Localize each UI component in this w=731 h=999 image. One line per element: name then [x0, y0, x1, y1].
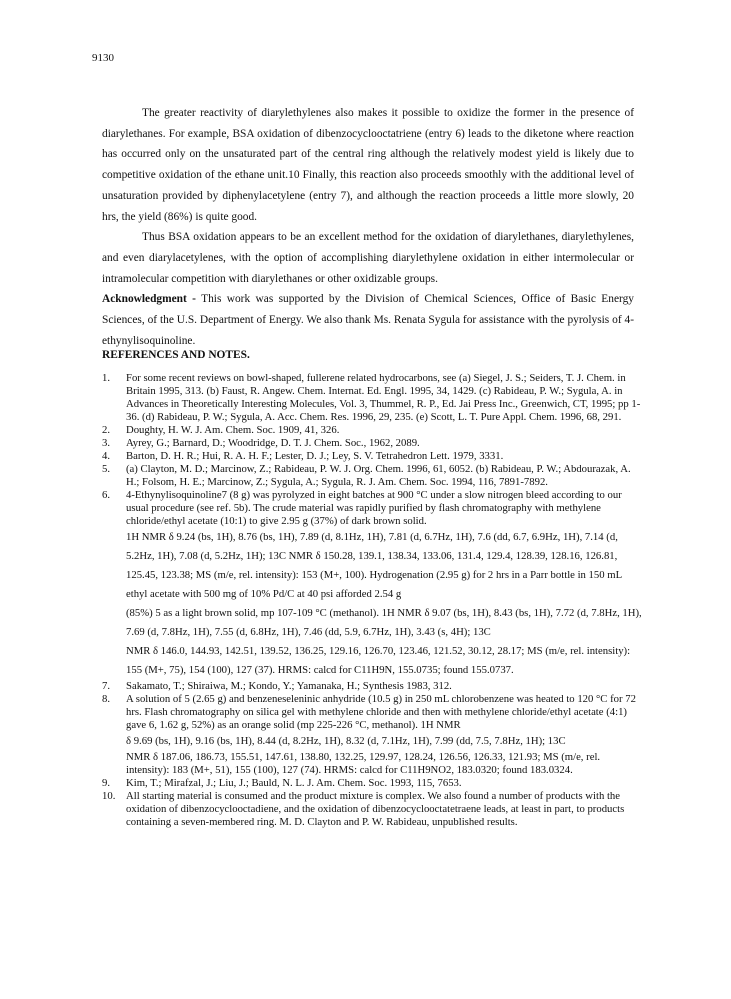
references-list — [102, 372, 642, 829]
page-number: 9130 — [92, 52, 114, 64]
reference-item — [102, 372, 642, 424]
reference-text: Sakamato, T.; Shiraiwa, M.; Kondo, Y.; Yamanaka, H.; Synthesis 1983, 312. — [126, 680, 452, 692]
reference-text: (a) Clayton, M. D.; Marcinow, Z.; Rabideau, P. W. J. Org. Chem. 1996, 61, 6052. (b) Rabideau, P. W.; Abdourazak, A. H.; Folsom, H. E.; Marcinow, Z.; Sygula, A.; Sygula, R. J. Am. Chem. Soc. 1994, 116, 7891-7892. — [126, 463, 631, 488]
reference-text: Ayrey, G.; Barnard, D.; Woodridge, D. T. J. Chem. Soc., 1962, 2089. — [126, 437, 420, 449]
reference-text: Barton, D. H. R.; Hui, R. A. H. F.; Lester, D. J.; Ley, S. V. Tetrahedron Lett. 1979, 3331. — [126, 450, 504, 462]
reference-number: 9. — [102, 777, 111, 789]
reference-item — [102, 437, 642, 450]
references-heading: REFERENCES AND NOTES. — [102, 349, 250, 361]
paragraph: The greater reactivity of diarylethylenes also makes it possible to oxidize the former in the presence of diarylethanes. For example, BSA oxidation of dibenzocyclooctatriene (entry 6) leads to the diketone where reaction has occurred only on the unsaturated part of the central ring although the relatively modest yield is likely due to competitive oxidation of the ethane unit.10 Finally, this reaction also proceeds smoothly with the additional level of unsaturation provided by diphenylacetylene (entry 7), and although the reaction proceeds a little more slowly, 20 hrs, the yield (86%) is quite good. — [102, 107, 634, 223]
reference-text: NMR δ 187.06, 186.73, 155.51, 147.61, 138.80, 132.25, 129.97, 128.24, 126.56, 126.33, 121.93; MS (m/e, rel. intensity): 183 (M+, 51), 155 (100), 127 (74). HRMS: calcd for C11H9NO2, 183.0320; found 183.0324. — [126, 751, 601, 776]
reference-number: 3. — [102, 437, 111, 449]
reference-item — [102, 680, 642, 693]
reference-item — [102, 777, 642, 790]
reference-text: NMR δ 146.0, 144.93, 142.51, 139.52, 136.25, 129.16, 126.70, 123.46, 121.52, 30.12, 28.17; MS (m/e, rel. intensity): 155 (M+, 75), 154 (100), 127 (37). HRMS: calcd for C11H9N, 155.0735; found 155.0737. — [126, 645, 631, 676]
reference-text: (85%) 5 as a light brown solid, mp 107-109 °C (methanol). 1H NMR δ 9.07 (bs, 1H), 8.43 (bs, 1H), 7.72 (d, 7.8Hz, 1H), 7.69 (d, 7.8Hz, 1H), 7.55 (d, 6.8Hz, 1H), 7.46 (dd, 5.9, 6.7Hz, 1H), 3.43 (s, 4H); 13C — [126, 607, 642, 638]
reference-item — [102, 424, 642, 437]
paragraph: Thus BSA oxidation appears to be an excellent method for the oxidation of diarylethanes, diarylethylenes, and even diarylacetylenes, with the option of accomplishing diarylethylene oxidation in either intermolecular or intramolecular competition with diarylethanes or other oxidizable groups. — [102, 231, 634, 285]
reference-item — [102, 790, 642, 829]
reference-number: 7. — [102, 680, 111, 692]
body-text — [102, 103, 634, 351]
reference-text: δ 9.69 (bs, 1H), 9.16 (bs, 1H), 8.44 (d, 8.2Hz, 1H), 8.32 (d, 7.1Hz, 1H), 7.99 (dd, 7.5, 7.8Hz, 1H); 13C — [126, 735, 566, 747]
acknowledgment-label: Acknowledgment - — [102, 293, 196, 306]
reference-text: Doughty, H. W. J. Am. Chem. Soc. 1909, 41, 326. — [126, 424, 340, 436]
reference-number: 10. — [102, 790, 116, 802]
reference-text: Kim, T.; Mirafzal, J.; Liu, J.; Bauld, N. L. J. Am. Chem. Soc. 1993, 115, 7653. — [126, 777, 462, 789]
acknowledgment-text: This work was supported by the Division of Chemical Sciences, Office of Basic Energy Sciences, of the U.S. Department of Energy. We also thank Ms. Renata Sygula for assistance with the pyrolysis of 4-ethynylisoquinoline. — [102, 293, 634, 347]
reference-number: 4. — [102, 450, 111, 462]
reference-text: 4-Ethynylisoquinoline7 (8 g) was pyrolyzed in eight batches at 900 °C under a slow nitrogen bleed according to our usual procedure (see ref. 5b). The crude material was rapidly purified by flash chromatography with methylene chloride/ethyl acetate (10:1) to give 2.95 g (37%) of dark brown solid. — [126, 489, 622, 527]
reference-item — [102, 693, 642, 777]
reference-text: A solution of 5 (2.65 g) and benzeneseleninic anhydride (10.5 g) in 250 mL chlorobenzene was heated to 120 °C for 72 hrs. Flash chromatography on silica gel with methylene chloride and then with methylene chloride/ethyl acetate (4:1) gave 6, 1.62 g, 52%) as an orange solid (mp 225-226 °C, methanol). 1H NMR — [126, 693, 636, 731]
reference-text: 1H NMR δ 9.24 (bs, 1H), 8.76 (bs, 1H), 7.89 (d, 8.1Hz, 1H), 7.81 (d, 6.7Hz, 1H), 7.6 (dd, 6.7, 6.9Hz, 1H), 7.14 (d, 5.2Hz, 1H), 7.08 (d, 5.2Hz, 1H); 13C NMR δ 150.28, 139.1, 138.34, 133.06, 131.4, 129.4, 128.39, 128.16, 126.81, 125.45, 123.38; MS (m/e, rel. intensity): 153 (M+, 100). Hydrogenation (2.95 g) for 2 hrs in a Parr bottle in 150 mL ethyl acetate with 500 mg of 10% Pd/C at 40 psi afforded 2.54 g — [126, 531, 622, 600]
acknowledgment — [102, 289, 634, 351]
reference-number: 2. — [102, 424, 111, 436]
reference-number: 1. — [102, 372, 111, 384]
reference-item — [102, 450, 642, 463]
reference-item — [102, 489, 642, 680]
reference-text: For some recent reviews on bowl-shaped, fullerene related hydrocarbons, see (a) Siegel, J. S.; Seiders, T. J. Chem. in Britain 1995, 313. (b) Faust, R. Angew. Chem. Internat. Ed. Engl. 1995, 34, 1429. (c) Rabideau, P. W.; Sygula, A. in Advances in Theoretically Interesting Molecules, Vol. 3, Thummel, R. P., Ed. Jai Press Inc., Greenwich, CT, 1995; pp 1-36. (d) Rabideau, P. W.; Sygula, A. Acc. Chem. Res. 1996, 29, 235. (e) Scott, L. T. Pure Appl. Chem. 1996, 68, 291. — [126, 372, 641, 423]
reference-item — [102, 463, 642, 489]
reference-number: 8. — [102, 693, 111, 705]
reference-number: 6. — [102, 489, 111, 501]
reference-number: 5. — [102, 463, 111, 475]
reference-text: All starting material is consumed and the product mixture is complex. We also found a number of products with the oxidation of dibenzocyclooctadiene, and the oxidation of dibenzocyclooctatetraene leads, at least in part, to products containing a seven-membered ring. M. D. Clayton and P. W. Rabideau, unpublished results. — [126, 790, 625, 828]
